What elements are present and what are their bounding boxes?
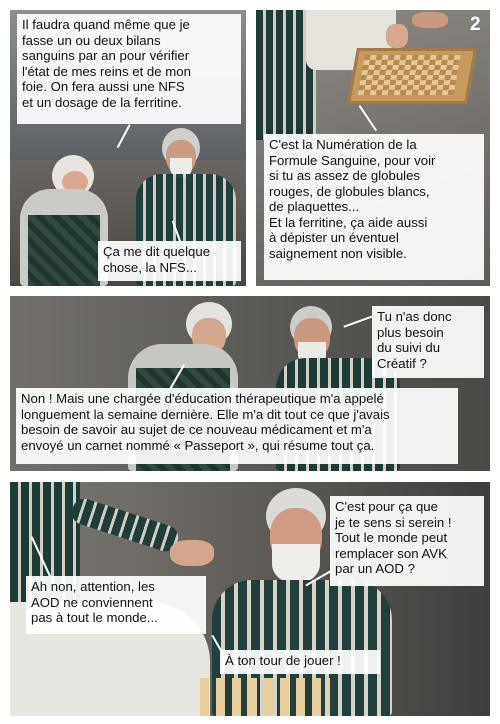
speech-bubble: Ah non, attention, les AOD ne conviennent pas à tout le monde...: [26, 576, 206, 634]
comic-panel-3: [10, 296, 490, 471]
hand: [412, 12, 448, 28]
page-number: 2: [470, 14, 481, 35]
comic-panel-1: [10, 10, 246, 286]
man-grey-hoodie: [18, 155, 110, 286]
speech-bubble: Il faudra quand même que je fasse un ou deux bilans sanguins par an pour vérifier l'état de mes reins et de mon foie. On fera aussi une NFS et un dosage de la ferritine.: [17, 14, 241, 124]
speech-bubble: C'est la Numération de la Formule Sanguine, pour voir si tu as assez de globules rouges, de globules blancs, de plaquettes... Et la ferritine, ça aide aussi à dépister un éventuel saignement non visible.: [264, 134, 484, 280]
hand: [386, 24, 408, 48]
comic-panel-4: [10, 482, 490, 716]
speech-bubble: À ton tour de jouer !: [220, 650, 380, 674]
chessboard: [347, 48, 477, 104]
speech-bubble: C'est pour ça que je te sens si serein ! Tout le monde peut remplacer son AVK par un AOD ?: [330, 496, 484, 586]
speech-bubble: Tu n'as donc plus besoin du suivi du Créatif ?: [372, 306, 484, 378]
chess-pieces: [200, 678, 330, 716]
comic-panel-2: [256, 10, 490, 286]
speech-bubble: Non ! Mais une chargée d'éducation thérapeutique m'a appelé longuement la semaine dernière. Elle m'a dit tout ce que j'avais besoin de savoir au sujet de ce nouveau médicament et m'a envoyé un carnet nommé « Passeport », qui résume tout ça.: [16, 388, 458, 464]
speech-bubble: Ça me dit quelque chose, la NFS...: [98, 241, 241, 281]
